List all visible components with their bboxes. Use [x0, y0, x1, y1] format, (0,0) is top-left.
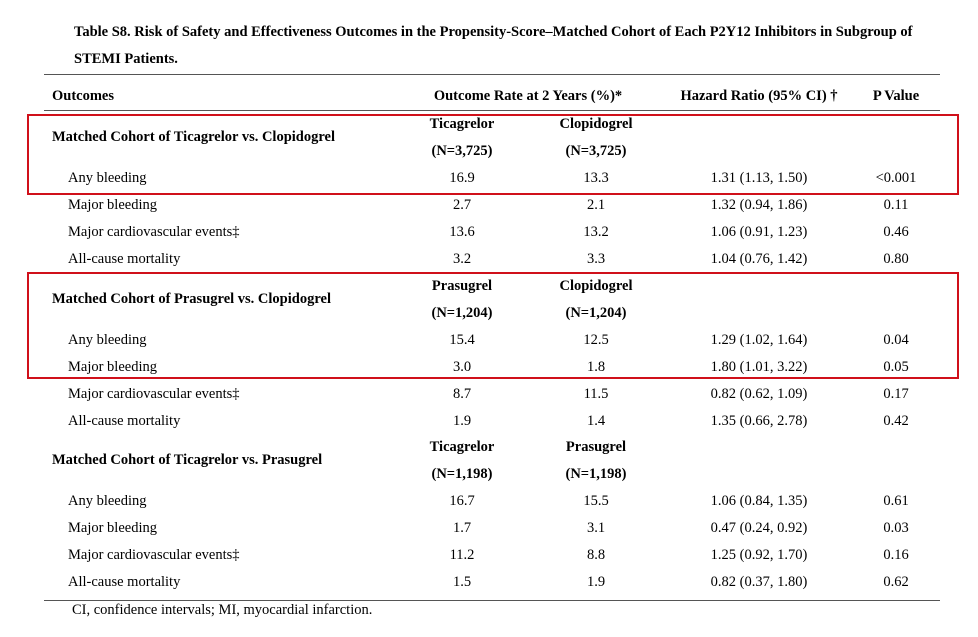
header-outcomes: Outcomes	[52, 88, 115, 104]
header-hazard-ratio: Hazard Ratio (95% CI) †	[680, 88, 838, 104]
row-hazard-ratio: 1.06 (0.91, 1.23)	[710, 224, 808, 240]
drug-b-count: (N=3,725)	[565, 143, 627, 159]
section-title: Matched Cohort of Ticagrelor vs. Clopidogrel	[52, 129, 336, 145]
row-outcome: All-cause mortality	[68, 251, 181, 267]
row-rate-a: 16.7	[449, 493, 475, 509]
drug-b-name: Prasugrel	[565, 439, 627, 455]
table-caption: Table S8. Risk of Safety and Effectiveness Outcomes in the Propensity-Score–Matched Cohort of Each P2Y12 Inhibitors in Subgroup of STEMI Patients.	[74, 24, 913, 67]
row-rate-a: 15.4	[449, 332, 475, 348]
section-title: Matched Cohort of Ticagrelor vs. Prasugrel	[52, 452, 323, 468]
row-p-value: 0.61	[883, 493, 909, 509]
row-hazard-ratio: 1.35 (0.66, 2.78)	[710, 413, 808, 429]
row-rate-a: 2.7	[452, 197, 472, 213]
drug-a-name: Ticagrelor	[429, 439, 495, 455]
drug-a-count: (N=1,198)	[431, 466, 493, 482]
highlight-box-ticagrelor-clopidogrel	[27, 114, 959, 195]
row-rate-b: 15.5	[583, 493, 609, 509]
row-outcome: Any bleeding	[68, 493, 147, 509]
row-rate-b: 11.5	[583, 386, 609, 402]
drug-a-count: (N=1,204)	[431, 305, 493, 321]
row-rate-b: 2.1	[586, 197, 606, 213]
drug-b-count: (N=1,204)	[565, 305, 627, 321]
row-outcome: All-cause mortality	[68, 574, 181, 590]
row-rate-b: 13.3	[583, 170, 609, 186]
highlight-box-prasugrel-clopidogrel	[27, 272, 959, 379]
row-outcome: Major cardiovascular events‡	[68, 224, 240, 240]
footnote: CI, confidence intervals; MI, myocardial infarction.	[72, 602, 373, 618]
row-rate-b: 8.8	[586, 547, 606, 563]
row-p-value: 0.17	[883, 386, 909, 402]
header-rate: Outcome Rate at 2 Years (%)*	[433, 88, 623, 104]
drug-b-name: Clopidogrel	[559, 116, 633, 132]
drug-a-name: Ticagrelor	[429, 116, 495, 132]
drug-b-name: Clopidogrel	[559, 278, 633, 294]
row-rate-b: 3.1	[586, 520, 606, 536]
row-outcome: Major bleeding	[68, 520, 157, 536]
drug-a-name: Prasugrel	[431, 278, 493, 294]
row-hazard-ratio: 0.47 (0.24, 0.92)	[710, 520, 808, 536]
drug-a-count: (N=3,725)	[431, 143, 493, 159]
row-outcome: Major bleeding	[68, 197, 157, 213]
row-outcome: All-cause mortality	[68, 413, 181, 429]
row-hazard-ratio: 1.06 (0.84, 1.35)	[710, 493, 808, 509]
row-hazard-ratio: 1.04 (0.76, 1.42)	[710, 251, 808, 267]
row-rate-b: 1.4	[586, 413, 606, 429]
row-rate-a: 1.9	[452, 413, 472, 429]
row-rate-b: 3.3	[586, 251, 606, 267]
row-p-value: 0.62	[883, 574, 909, 590]
header-p-value: P Value	[872, 88, 920, 104]
row-rate-a: 1.5	[452, 574, 472, 590]
row-p-value: 0.80	[883, 251, 909, 267]
header-rule	[44, 110, 940, 111]
row-hazard-ratio: 1.32 (0.94, 1.86)	[710, 197, 808, 213]
row-outcome: Major cardiovascular events‡	[68, 386, 240, 402]
row-rate-b: 1.8	[586, 359, 606, 375]
row-hazard-ratio: 1.80 (1.01, 3.22)	[710, 359, 808, 375]
row-hazard-ratio: 1.25 (0.92, 1.70)	[710, 547, 808, 563]
row-rate-b: 12.5	[583, 332, 609, 348]
row-rate-b: 13.2	[583, 224, 609, 240]
row-outcome: Any bleeding	[68, 332, 147, 348]
row-outcome: Major bleeding	[68, 359, 157, 375]
section-title: Matched Cohort of Prasugrel vs. Clopidogrel	[52, 291, 331, 307]
row-hazard-ratio: 0.82 (0.62, 1.09)	[710, 386, 808, 402]
row-p-value: 0.42	[883, 413, 909, 429]
row-hazard-ratio: 1.29 (1.02, 1.64)	[710, 332, 808, 348]
row-rate-b: 1.9	[586, 574, 606, 590]
top-rule	[44, 74, 940, 75]
row-rate-a: 3.2	[452, 251, 472, 267]
row-outcome: Major cardiovascular events‡	[68, 547, 240, 563]
drug-b-count: (N=1,198)	[565, 466, 627, 482]
row-rate-a: 11.2	[449, 547, 475, 563]
row-hazard-ratio: 1.31 (1.13, 1.50)	[710, 170, 808, 186]
row-p-value: <0.001	[875, 170, 917, 186]
row-rate-a: 8.7	[452, 386, 472, 402]
row-rate-a: 1.7	[452, 520, 472, 536]
row-p-value: 0.04	[883, 332, 909, 348]
row-rate-a: 3.0	[452, 359, 472, 375]
row-p-value: 0.11	[883, 197, 909, 213]
row-p-value: 0.46	[883, 224, 909, 240]
row-p-value: 0.05	[883, 359, 909, 375]
row-outcome: Any bleeding	[68, 170, 147, 186]
row-hazard-ratio: 0.82 (0.37, 1.80)	[710, 574, 808, 590]
row-p-value: 0.16	[883, 547, 909, 563]
row-p-value: 0.03	[883, 520, 909, 536]
row-rate-a: 16.9	[449, 170, 475, 186]
row-rate-a: 13.6	[449, 224, 475, 240]
